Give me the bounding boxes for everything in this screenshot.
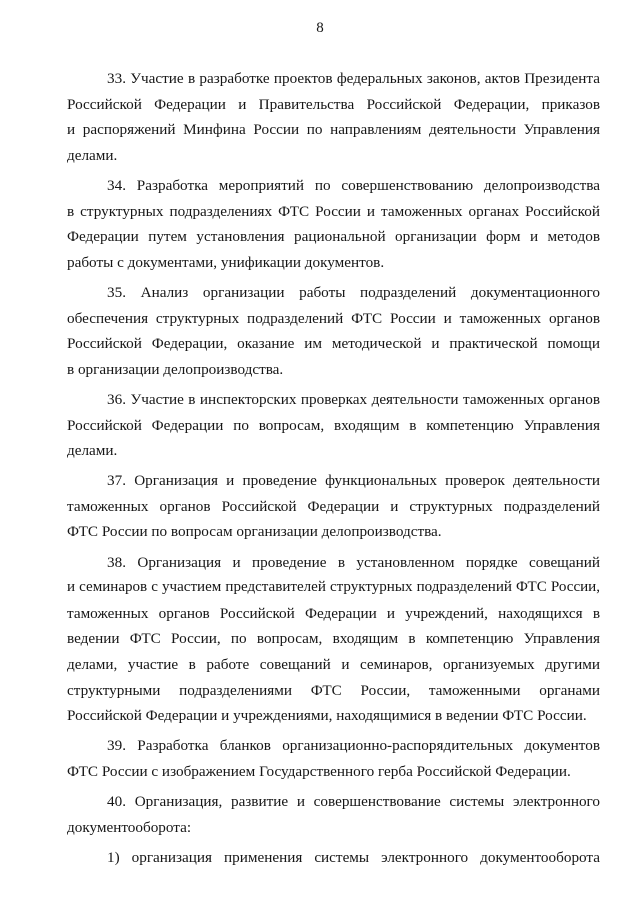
text-line: 33. Участие в разработке проектов федеральных законов, актов Президента <box>107 70 600 87</box>
text-line: 39. Разработка бланков организационно-распорядительных документов <box>107 737 600 755</box>
text-line: и распоряжений Минфина России по направлениям деятельности Управления <box>67 121 600 139</box>
text-line: Российской Федерации и учреждениями, находящимися в ведении ФТС России. <box>67 707 587 725</box>
text-line: в организации делопроизводства. <box>67 360 284 378</box>
document-body <box>67 66 600 871</box>
text-line: Российской Федерации по вопросам, входящим в компетенцию Управления <box>67 416 600 434</box>
paragraph-p38 <box>67 550 600 729</box>
text-line: 36. Участие в инспекторских проверках деятельности таможенных органов <box>107 390 600 408</box>
text-line: 38. Организация и проведение в установленном порядке совещаний <box>107 553 600 571</box>
paragraph-p39 <box>67 733 600 784</box>
text-line: делами, участие в работе совещаний и семинаров, организуемых другими <box>67 656 600 674</box>
text-line: обеспечения структурных подразделений ФТС России и таможенных органов <box>67 309 600 327</box>
paragraph-p35 <box>67 280 600 382</box>
page-number: 8 <box>316 20 324 36</box>
paragraph-p33 <box>67 66 600 168</box>
text-line: ФТС России с изображением Государственного герба Российской Федерации. <box>67 763 571 780</box>
text-line: Российской Федерации и Правительства Российской Федерации, приказов <box>67 95 600 113</box>
text-line: документооборота: <box>67 818 192 836</box>
paragraph-p34 <box>67 173 600 275</box>
text-line: ФТС России по вопросам организации делопроизводства. <box>67 523 442 541</box>
text-line: 34. Разработка мероприятий по совершенствованию делопроизводства <box>107 176 600 194</box>
text-line: таможенных органов Российской Федерации и структурных подразделений <box>67 497 600 515</box>
text-line: 35. Анализ организации работы подразделений документационного <box>107 283 600 301</box>
text-line: 1) организация применения системы электронного документооборота <box>107 848 600 866</box>
text-line: Российской Федерации, оказание им методической и практической помощи <box>67 335 600 353</box>
paragraph-p36 <box>67 387 600 464</box>
text-line: делами. <box>67 442 118 460</box>
text-line: 37. Организация и проведение функциональных проверок деятельности <box>107 472 600 490</box>
text-line: и семинаров с участием представителей структурных подразделений ФТС России, <box>67 579 600 596</box>
paragraph-p40 <box>67 789 600 840</box>
text-line: таможенных органов Российской Федерации и учреждений, находящихся в <box>67 604 600 622</box>
paragraph-p37 <box>67 468 600 545</box>
text-line: работы с документами, унификации документов. <box>67 253 385 271</box>
text-line: делами. <box>67 146 118 164</box>
text-line: структурными подразделениями ФТС России, таможенными органами <box>67 681 600 699</box>
text-line: Федерации путем установления рациональной организации форм и методов <box>67 228 600 246</box>
text-line: 40. Организация, развитие и совершенствование системы электронного <box>107 793 600 811</box>
text-line: ведении ФТС России, по вопросам, входящим в компетенцию Управления <box>67 630 600 648</box>
paragraph-p40-1 <box>67 845 600 871</box>
text-line: в структурных подразделениях ФТС России и таможенных органах Российской <box>67 202 600 220</box>
